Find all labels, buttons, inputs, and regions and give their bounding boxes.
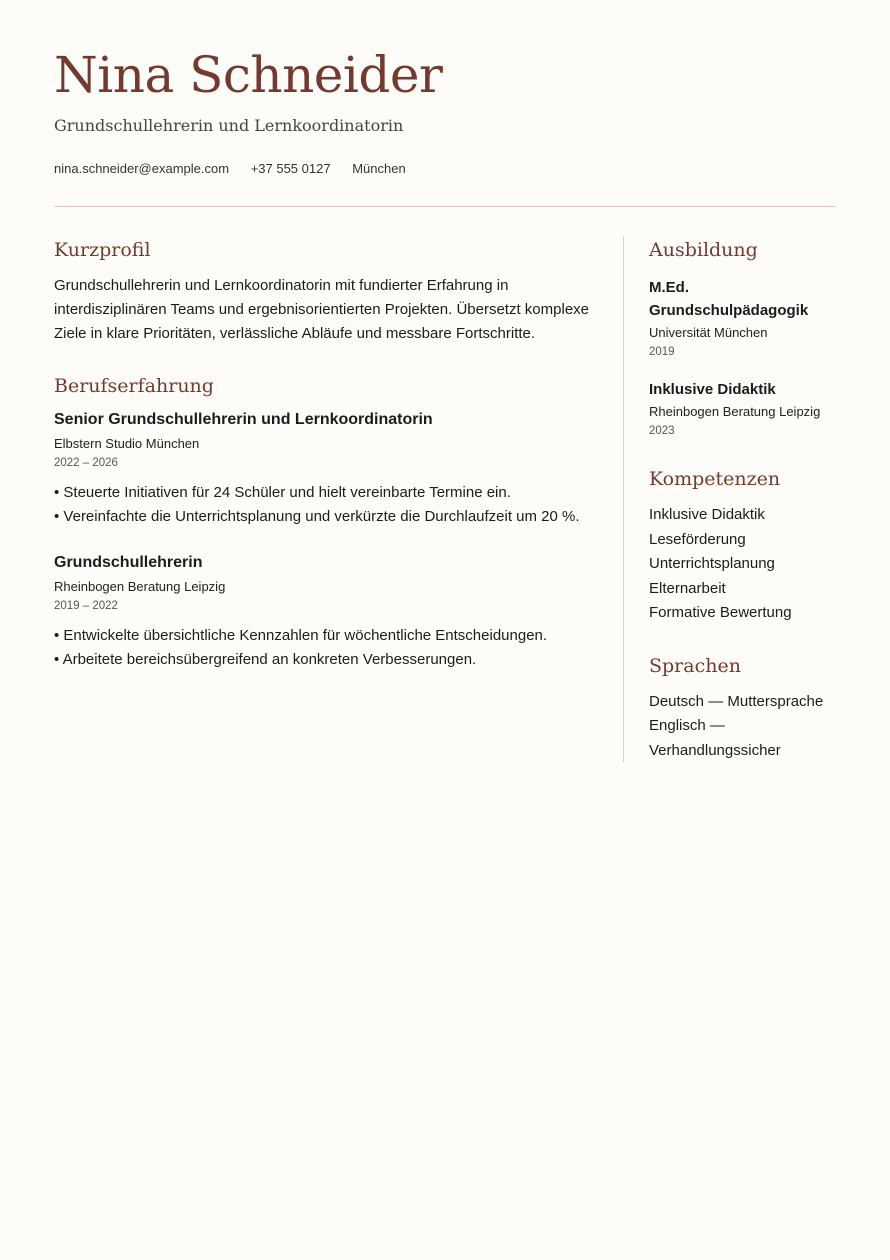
languages-heading: Sprachen: [649, 654, 741, 677]
job-bullet: • Arbeitete bereichsübergreifend an konkreten Verbesserungen.: [54, 648, 594, 672]
education-school: Universität München: [649, 325, 768, 340]
job-bullet: • Entwickelte übersichtliche Kennzahlen für wöchentliche Entscheidungen.: [54, 624, 594, 648]
education-entry: [649, 378, 836, 439]
profile-text: Grundschullehrerin und Lernkoordinatorin mit fundierter Erfahrung in interdisziplinären Teams und ergebnisorientierten Projekten. Übersetzt komplexe Ziele in klare Prioritäten, verlässliche Abläufe und messbare Fortschritte.: [54, 277, 590, 342]
education-section: [649, 236, 836, 439]
languages-section: [649, 652, 836, 764]
job-company: Rheinbogen Beratung Leipzig: [54, 579, 226, 594]
languages-list: [649, 690, 836, 764]
job-company: Elbstern Studio München: [54, 436, 200, 451]
education-degree: M.Ed. Grundschulpädagogik: [649, 279, 809, 319]
education-year: 2019: [649, 346, 675, 358]
job-title-subtitle: Grundschullehrerin und Lernkoordinatorin: [54, 116, 404, 135]
job-title: Senior Grundschullehrerin und Lernkoordinatorin: [54, 411, 433, 428]
contact-email[interactable]: nina.schneider@example.com: [54, 161, 230, 176]
experience-heading: Berufserfahrung: [54, 375, 214, 397]
job-bullets: [54, 481, 594, 529]
skills-section: [649, 465, 836, 626]
main-column: [54, 236, 594, 672]
skill-item: Leseförderung: [649, 530, 746, 548]
profile-section: [54, 236, 594, 346]
education-entry: [649, 276, 836, 360]
skill-item: Unterrichtsplanung: [649, 555, 775, 572]
job-bullets: [54, 624, 594, 672]
skill-item: Formative Bewertung: [649, 604, 792, 621]
job-title: Grundschullehrerin: [54, 554, 203, 571]
column-divider: [623, 236, 624, 762]
person-name: Nina Schneider: [54, 46, 443, 104]
profile-heading: Kurzprofil: [54, 239, 151, 261]
contact-city: München: [352, 161, 406, 176]
education-year: 2023: [649, 425, 675, 437]
job-dates: 2022 – 2026: [54, 457, 118, 469]
job-dates: 2019 – 2022: [54, 600, 118, 612]
experience-section: [54, 372, 594, 672]
language-item: Englisch — Verhandlungssicher: [649, 717, 781, 759]
job-bullet: • Steuerte Initiativen für 24 Schüler und hielt vereinbarte Termine ein.: [54, 481, 594, 505]
job-entry: [54, 410, 594, 529]
education-school: Rheinbogen Beratung Leipzig: [649, 404, 821, 419]
job-entry: [54, 553, 594, 672]
contact-line: [54, 161, 424, 176]
skills-list: [649, 503, 836, 626]
language-item: Deutsch — Muttersprache: [649, 692, 824, 710]
header-divider: [54, 206, 836, 207]
job-bullet: • Vereinfachte die Unterrichtsplanung und verkürzte die Durchlaufzeit um 20 %.: [54, 505, 594, 529]
skills-heading: Kompetenzen: [649, 468, 781, 490]
education-heading: Ausbildung: [649, 239, 758, 261]
sidebar-column: [649, 236, 836, 763]
skill-item: Inklusive Didaktik: [649, 506, 765, 523]
contact-phone[interactable]: +37 555 0127: [250, 161, 331, 176]
resume-page: [54, 0, 836, 1260]
skill-item: Elternarbeit: [649, 579, 726, 597]
education-degree: Inklusive Didaktik: [649, 381, 776, 398]
